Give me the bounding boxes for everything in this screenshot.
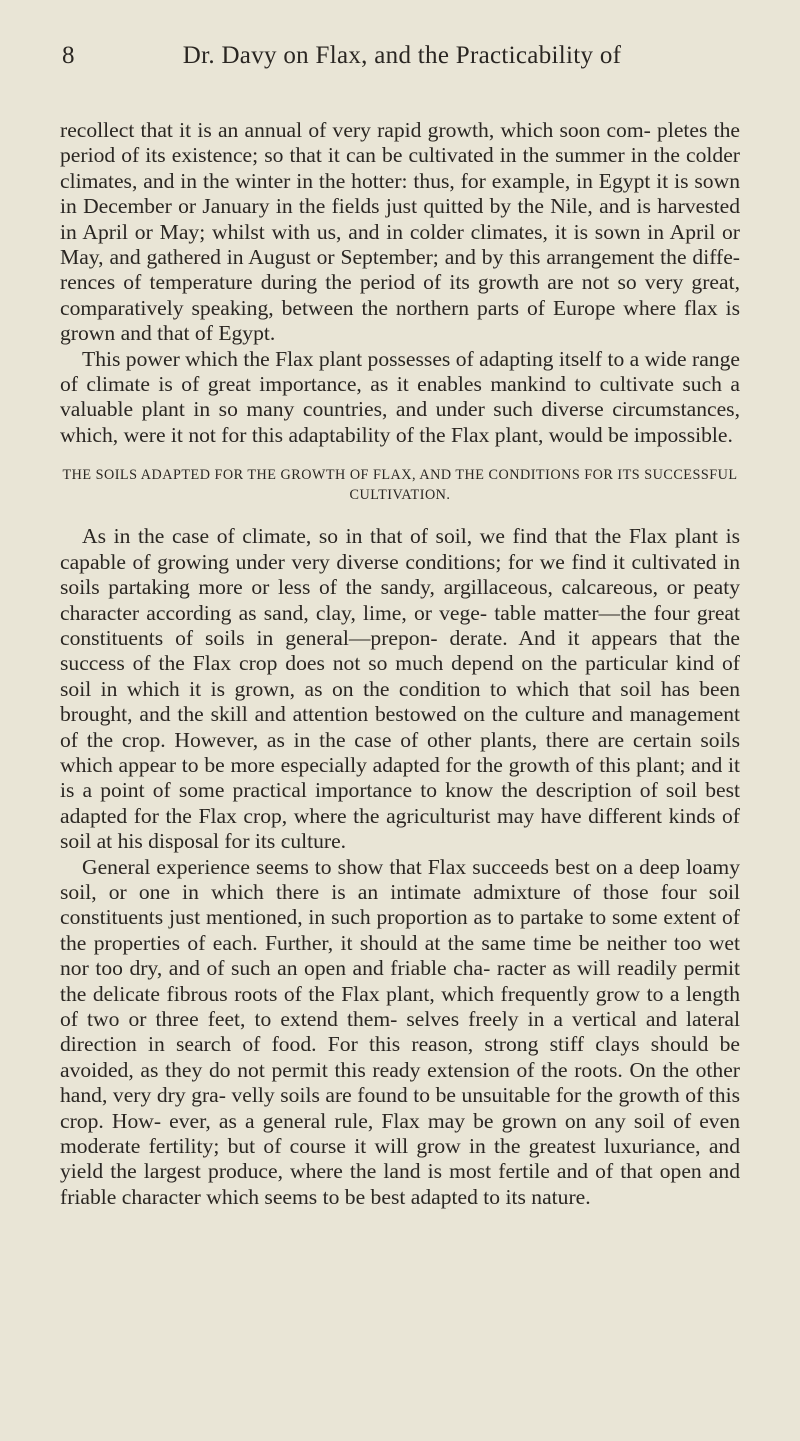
paragraph-1: recollect that it is an annual of very rapid growth, which soon com- pletes the period of its existence; so that it can be cultivated in the summer in the colder climates, and in the winter in the hotter: thus, for example, in Egypt it is sown in December or January in the fields just quitted by the Nile, and is harvested in April or May; whilst with us, and in colder climates, it is sown in April or May, and gathered in August or September; and by this arrangement the diffe- rences of temperature during the period of its growth are not so very great, comparatively speaking, between the northern parts of Europe where flax is grown and that of Egypt. bbox=[60, 118, 740, 346]
running-title: Dr. Davy on Flax, and the Practicability of bbox=[182, 42, 622, 69]
paragraph-3: As in the case of climate, so in that of soil, we find that the Flax plant is capable of growing under very diverse conditions; for we find it cultivated in soils partaking more or less of the sandy, argillaceous, calcareous, or peaty character according as sand, clay, lime, or vege- table matter—the four great constituents of soils in general—prepon- derate. And it appears that the success of the Flax crop does not so much depend on the particular kind of soil in which it is grown, as on the condition to which that soil has been brought, and the skill and attention bestowed on the culture and management of the crop. However, as in the case of other plants, there are certain soils which appear to be more especially adapted for the growth of this plant; and it is a point of some practical importance to know the description of soil best adapted for the Flax crop, where the agriculturist may have different kinds of soil at his disposal for its culture. bbox=[60, 524, 740, 854]
body-text bbox=[60, 118, 740, 1210]
page-number: 8 bbox=[62, 42, 75, 69]
paragraph-4: General experience seems to show that Flax succeeds best on a deep loamy soil, or one in which there is an intimate admixture of those four soil constituents just mentioned, in such proportion as to partake to some extent of the properties of each. Further, it should at the same time be neither too wet nor too dry, and of such an open and friable cha- racter as will readily permit the delicate fibrous roots of the Flax plant, which frequently grow to a length of two or three feet, to extend them- selves freely in a vertical and lateral direction in search of food. For this reason, strong stiff clays should be avoided, as they do not permit this ready extension of the roots. On the other hand, very dry gra- velly soils are found to be unsuitable for the growth of this crop. How- ever, as a general rule, Flax may be grown on any soil of even moderate fertility; but of course it will grow in the greatest luxuriance, and yield the largest produce, where the land is most fertile and of that open and friable character which seems to be best adapted to its nature. bbox=[60, 854, 740, 1209]
paragraph-2: This power which the Flax plant possesses of adapting itself to a wide range of climate is of great importance, as it enables mankind to cultivate such a valuable plant in so many countries, and under such diverse circumstances, which, were it not for this adaptability of the Flax plant, would be impossible. bbox=[60, 346, 740, 447]
page-header bbox=[62, 42, 742, 82]
section-heading: THE SOILS ADAPTED FOR THE GROWTH OF FLAX, AND THE CONDITIONS FOR ITS SUCCESSFUL CULTIVATION. bbox=[62, 467, 738, 504]
